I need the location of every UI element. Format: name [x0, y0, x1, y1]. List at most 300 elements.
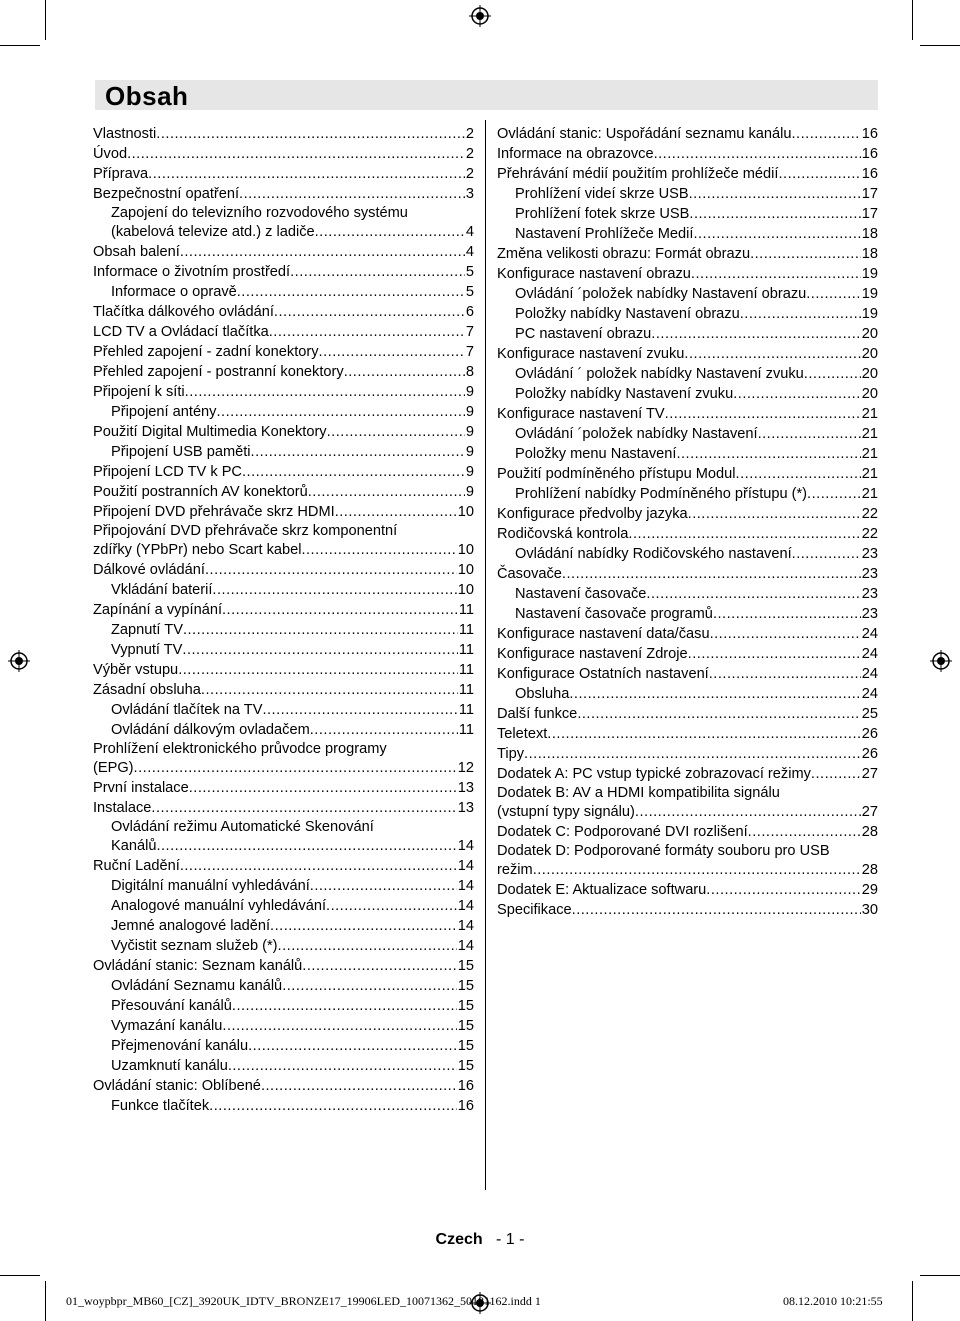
toc-entry[interactable] [497, 504, 878, 524]
toc-entry-page: 24 [861, 626, 878, 642]
toc-entry-title: Informace o opravě [111, 284, 237, 300]
dot-leader [242, 462, 465, 482]
toc-entry[interactable] [93, 422, 474, 442]
dot-leader [326, 896, 457, 916]
toc-entry-title: Konfigurace Ostatních nastavení [497, 666, 709, 682]
toc-entry-page: 27 [861, 804, 878, 820]
dot-leader [344, 362, 465, 382]
toc-entry-page: 29 [861, 882, 878, 898]
toc-entry[interactable] [497, 244, 878, 264]
dot-leader [134, 758, 457, 778]
toc-entry-page: 21 [861, 426, 878, 442]
toc-entry-page: 10 [457, 504, 474, 520]
dot-leader [646, 584, 860, 604]
toc-entry[interactable] [93, 302, 474, 322]
toc-entry[interactable] [497, 484, 878, 504]
toc-entry-page: 20 [861, 326, 878, 342]
toc-entry[interactable] [497, 900, 878, 920]
dot-leader [676, 444, 860, 464]
toc-entry[interactable] [497, 364, 878, 384]
dot-leader [327, 422, 465, 442]
toc-entry-title: Položky nabídky Nastavení zvuku [515, 386, 734, 402]
toc-entry-title: Zásadní obsluha [93, 682, 201, 698]
toc-entry-title: Přejmenování kanálu [111, 1038, 249, 1054]
toc-entry[interactable] [93, 660, 474, 680]
dot-leader [222, 1016, 456, 1036]
toc-entry[interactable] [93, 798, 474, 818]
toc-entry-title: Zapínání a vypínání [93, 602, 222, 618]
toc-entry-page: 16 [861, 126, 878, 142]
toc-entry[interactable] [497, 284, 878, 304]
toc-entry[interactable] [497, 324, 878, 344]
toc-entry[interactable] [93, 740, 474, 778]
toc-entry-page: 24 [861, 646, 878, 662]
toc-entry[interactable] [497, 724, 878, 744]
toc-entry-page: 15 [457, 978, 474, 994]
toc-entry-page: 11 [458, 702, 474, 718]
dot-leader [806, 284, 861, 304]
toc-entry-page: 15 [457, 1058, 474, 1074]
toc-entry-title: (kabelová televize atd.) z ladiče [111, 224, 315, 240]
toc-entry-page: 22 [861, 506, 878, 522]
toc-entry-title: Ovládání Seznamu kanálů [111, 978, 283, 994]
toc-entry-title: Položky menu Nastavení [515, 446, 677, 462]
dot-leader [269, 322, 465, 342]
toc-entry[interactable] [497, 604, 878, 624]
toc-entry[interactable] [497, 404, 878, 424]
toc-entry-page: 11 [458, 642, 474, 658]
dot-leader [750, 244, 861, 264]
dot-leader [182, 640, 457, 660]
toc-entry-page: 16 [457, 1078, 474, 1094]
toc-entry-title: Použití postranních AV konektorů [93, 484, 308, 500]
toc-entry-title: Výběr vstupu [93, 662, 179, 678]
registration-mark-icon [8, 650, 30, 672]
toc-entry[interactable] [497, 880, 878, 900]
toc-entry-title: Kanálů [111, 838, 157, 854]
dot-leader [212, 580, 456, 600]
toc-entry[interactable] [93, 778, 474, 798]
toc-entry-page: 15 [457, 1038, 474, 1054]
toc-entry-page: 25 [861, 706, 878, 722]
dot-leader [216, 402, 464, 422]
toc-entry[interactable] [497, 264, 878, 284]
dot-leader [804, 364, 861, 384]
toc-entry[interactable] [497, 144, 878, 164]
toc-entry-title: Konfigurace nastavení Zdroje [497, 646, 688, 662]
page-title: Obsah [105, 81, 189, 111]
toc-entry-title: Přehled zapojení - postranní konektory [93, 364, 344, 380]
dot-leader [706, 880, 860, 900]
toc-entry[interactable] [497, 424, 878, 444]
toc-entry[interactable] [497, 464, 878, 484]
toc-entry-title: Použití Digital Multimedia Konektory [93, 424, 327, 440]
toc-entry-page: 24 [861, 686, 878, 702]
dot-leader [209, 1096, 457, 1116]
dot-leader [693, 224, 860, 244]
toc-entry-page: 24 [861, 666, 878, 682]
toc-entry-page: 26 [861, 726, 878, 742]
toc-entry-title: Analogové manuální vyhledávání [111, 898, 327, 914]
toc-entry-page: 6 [465, 304, 474, 320]
toc-entry-title: zdířky (YPbPr) nebo Scart kabel [93, 542, 302, 558]
toc-entry-page: 9 [465, 444, 474, 460]
toc-entry[interactable] [93, 144, 474, 164]
toc-entry[interactable] [93, 362, 474, 382]
toc-entry[interactable] [497, 664, 878, 684]
toc-entry[interactable] [497, 564, 878, 584]
toc-entry-page: 2 [465, 146, 474, 162]
dot-leader [308, 482, 465, 502]
dot-leader [691, 264, 861, 284]
toc-entry[interactable] [497, 224, 878, 244]
dot-leader [533, 860, 861, 880]
toc-entry-page: 11 [458, 722, 474, 738]
dot-leader [185, 382, 465, 402]
toc-entry-page: 26 [861, 746, 878, 762]
dot-leader [572, 900, 861, 920]
toc-entry[interactable] [93, 680, 474, 700]
dot-leader [688, 644, 861, 664]
toc-entry-title: Informace o životním prostředí [93, 264, 291, 280]
toc-entry[interactable] [93, 262, 474, 282]
toc-entry-page: 14 [457, 878, 474, 894]
toc-entry[interactable] [93, 640, 474, 660]
toc-entry-page: 9 [465, 424, 474, 440]
toc-entry[interactable] [93, 936, 474, 956]
toc-entry-page: 19 [861, 266, 878, 282]
toc-entry-page: 3 [465, 186, 474, 202]
toc-entry-title: PC nastavení obrazu [515, 326, 652, 342]
toc-entry-title: Specifikace [497, 902, 572, 918]
dot-leader [733, 384, 861, 404]
toc-entry-page: 10 [457, 582, 474, 598]
dot-leader [709, 664, 861, 684]
toc-entry[interactable] [497, 204, 878, 224]
dot-leader [736, 464, 861, 484]
dot-leader [232, 996, 457, 1016]
dot-leader [156, 124, 465, 144]
toc-entry[interactable] [497, 544, 878, 564]
dot-leader [689, 204, 860, 224]
toc-entry-page: 5 [465, 264, 474, 280]
dot-leader [180, 242, 465, 262]
dot-leader [651, 324, 860, 344]
toc-entry-title: Instalace [93, 800, 152, 816]
toc-entry-page: 30 [861, 902, 878, 918]
toc-entry[interactable] [497, 784, 878, 822]
toc-entry[interactable] [93, 1076, 474, 1096]
dot-leader [524, 744, 861, 764]
dot-leader [792, 544, 861, 564]
footer-language: Czech [435, 1231, 483, 1248]
toc-entry-title: Ovládání stanic: Seznam kanálů [93, 958, 303, 974]
toc-entry[interactable] [93, 164, 474, 184]
toc-entry-title: Jemné analogové ladění [111, 918, 271, 934]
toc-entry[interactable] [93, 856, 474, 876]
dot-leader [569, 684, 860, 704]
toc-entry[interactable] [93, 124, 474, 144]
toc-entry-title: Přehled zapojení - zadní konektory [93, 344, 319, 360]
toc-entry-page: 28 [861, 824, 878, 840]
page-footer [0, 1231, 960, 1249]
toc-entry[interactable] [497, 304, 878, 324]
dot-leader [301, 540, 456, 560]
toc-entry[interactable] [93, 896, 474, 916]
dot-leader [791, 124, 860, 144]
toc-entry[interactable] [93, 956, 474, 976]
toc-entry-page: 9 [465, 384, 474, 400]
toc-entry-title: Vyčistit seznam služeb (*) [111, 938, 278, 954]
toc-entry-title: Úvod [93, 146, 128, 162]
toc-entry[interactable] [497, 684, 878, 704]
toc-entry-title: Digitální manuální vyhledávání [111, 878, 310, 894]
toc-entry-page: 28 [861, 862, 878, 878]
dot-leader [262, 700, 457, 720]
toc-entry-title: Nastavení Prohlížeče Medií [515, 226, 694, 242]
toc-entry-page: 10 [457, 562, 474, 578]
dot-leader [562, 564, 861, 584]
crop-mark [0, 45, 40, 46]
toc-entry-title: Změna velikosti obrazu: Formát obrazu [497, 246, 751, 262]
toc-entry-title: Konfigurace nastavení data/času [497, 626, 710, 642]
toc-entry[interactable] [93, 818, 474, 856]
toc-entry[interactable] [93, 916, 474, 936]
toc-entry[interactable] [93, 996, 474, 1016]
dot-leader [547, 724, 860, 744]
dot-leader [178, 660, 458, 680]
toc-entry-title: Dodatek E: Aktualizace softwaru [497, 882, 707, 898]
toc-entry[interactable] [497, 822, 878, 842]
toc-entry-page: 20 [861, 386, 878, 402]
toc-entry-page: 21 [861, 406, 878, 422]
dot-leader [302, 956, 456, 976]
dot-leader [628, 524, 860, 544]
toc-entry-page: 9 [465, 404, 474, 420]
toc-entry[interactable] [93, 1056, 474, 1076]
toc-entry[interactable] [93, 442, 474, 462]
toc-entry-title: Dodatek C: Podporované DVI rozlišení [497, 824, 748, 840]
toc-entry-page: 17 [861, 206, 878, 222]
toc-entry-title-line: Dodatek B: AV a HDMI kompatibilita signálu [497, 785, 780, 801]
toc-entry-page: 8 [465, 364, 474, 380]
dot-leader [740, 304, 861, 324]
toc-entry[interactable] [497, 584, 878, 604]
toc-entry-title: (EPG) [93, 760, 134, 776]
toc-entry-page: 11 [458, 662, 474, 678]
dot-leader [710, 624, 861, 644]
toc-entry[interactable] [497, 764, 878, 784]
toc-entry[interactable] [497, 384, 878, 404]
toc-entry-title: Připojení antény [111, 404, 217, 420]
toc-entry-title: Zapnutí TV [111, 622, 183, 638]
crop-mark [0, 1275, 40, 1276]
toc-left-column [93, 124, 474, 1116]
toc-entry-title: Přehrávání médií použitím prohlížeče médií [497, 166, 779, 182]
toc-entry-page: 23 [861, 606, 878, 622]
toc-entry-page: 17 [861, 186, 878, 202]
toc-entry[interactable] [93, 242, 474, 262]
toc-entry[interactable] [93, 720, 474, 740]
toc-entry-page: 16 [457, 1098, 474, 1114]
toc-entry[interactable] [93, 620, 474, 640]
toc-entry-page: 13 [457, 780, 474, 796]
dot-leader [315, 222, 465, 242]
toc-entry-title: Položky nabídky Nastavení obrazu [515, 306, 740, 322]
toc-entry[interactable] [93, 204, 474, 242]
toc-entry-title: Obsluha [515, 686, 570, 702]
toc-entry-title: Příprava [93, 166, 149, 182]
dot-leader [319, 342, 465, 362]
toc-entry[interactable] [93, 700, 474, 720]
toc-entry-title: Časovače [497, 566, 562, 582]
toc-entry[interactable] [93, 482, 474, 502]
toc-entry-page: 16 [861, 146, 878, 162]
toc-entry-page: 11 [458, 682, 474, 698]
column-divider [485, 120, 486, 1190]
toc-entry-title: Informace na obrazovce [497, 146, 654, 162]
toc-entry-page: 14 [457, 858, 474, 874]
dot-leader [282, 976, 457, 996]
dot-leader [577, 704, 860, 724]
toc-entry[interactable] [497, 344, 878, 364]
dot-leader [310, 720, 458, 740]
crop-mark [920, 1275, 960, 1276]
dot-leader [748, 822, 861, 842]
toc-entry[interactable] [93, 560, 474, 580]
toc-entry[interactable] [93, 600, 474, 620]
toc-entry-title-line: Dodatek D: Podporované formáty souboru pro USB [497, 843, 830, 859]
toc-entry-title: Vypnutí TV [111, 642, 183, 658]
toc-entry[interactable] [497, 124, 878, 144]
toc-entry-page: 14 [457, 898, 474, 914]
toc-entry-title: Ovládání tlačítek na TV [111, 702, 263, 718]
toc-entry-page: 4 [465, 244, 474, 260]
toc-entry-page: 10 [457, 542, 474, 558]
dot-leader [151, 798, 456, 818]
dot-leader [758, 424, 861, 444]
toc-entry[interactable] [93, 1016, 474, 1036]
toc-entry[interactable] [93, 184, 474, 204]
toc-entry-page: 20 [861, 346, 878, 362]
toc-entry[interactable] [93, 282, 474, 302]
toc-entry-page: 16 [861, 166, 878, 182]
dot-leader [688, 504, 861, 524]
toc-entry[interactable] [93, 1096, 474, 1116]
toc-entry[interactable] [93, 502, 474, 522]
toc-entry-title: Ovládání ´ položek nabídky Nastavení zvuku [515, 366, 804, 382]
toc-entry-title: Obsah balení [93, 244, 180, 260]
toc-entry-page: 7 [465, 324, 474, 340]
toc-entry-page: 18 [861, 246, 878, 262]
toc-entry[interactable] [497, 524, 878, 544]
toc-entry-title: Prohlížení fotek skrze USB [515, 206, 690, 222]
toc-entry[interactable] [497, 744, 878, 764]
toc-entry-title-line: Připojování DVD přehrávače skrz komponentní [93, 523, 398, 539]
toc-entry[interactable] [497, 704, 878, 724]
toc-entry-page: 15 [457, 958, 474, 974]
toc-entry-title: Ovládání stanic: Uspořádání seznamu kanálu [497, 126, 792, 142]
toc-entry-page: 21 [861, 446, 878, 462]
toc-entry-title: Dálkové ovládání [93, 562, 205, 578]
toc-entry-page: 2 [465, 126, 474, 142]
toc-entry-title: Prohlížení videí skrze USB [515, 186, 689, 202]
toc-entry-page: 9 [465, 484, 474, 500]
dot-leader [201, 680, 458, 700]
toc-entry[interactable] [497, 184, 878, 204]
toc-entry-title: Konfigurace předvolby jazyka [497, 506, 688, 522]
toc-entry[interactable] [93, 402, 474, 422]
print-slug-file: 01_woypbpr_MB60_[CZ]_3920UK_IDTV_BRONZE17_19906LED_10071362_50181162.indd 1 [66, 1294, 541, 1308]
toc-entry[interactable] [93, 322, 474, 342]
toc-entry-page: 23 [861, 546, 878, 562]
toc-entry[interactable] [497, 164, 878, 184]
dot-leader [127, 144, 465, 164]
toc-entry-page: 20 [861, 366, 878, 382]
footer-page-number: - 1 - [496, 1231, 525, 1248]
dot-leader [239, 184, 465, 204]
toc-entry-title: Bezpečnostní opatření [93, 186, 240, 202]
toc-entry[interactable] [93, 1036, 474, 1056]
toc-entry-page: 15 [457, 998, 474, 1014]
toc-entry[interactable] [93, 522, 474, 560]
toc-entry-title: Připojení USB paměti [111, 444, 251, 460]
dot-leader [156, 836, 456, 856]
toc-entry-title: Ruční Ladění [93, 858, 180, 874]
toc-entry-page: 15 [457, 1018, 474, 1034]
toc-entry-page: 19 [861, 306, 878, 322]
toc-entry-title: Vymazání kanálu [111, 1018, 223, 1034]
dot-leader [148, 164, 465, 184]
registration-mark-icon [469, 5, 491, 27]
crop-mark [45, 1281, 46, 1321]
dot-leader [205, 560, 457, 580]
toc-entry[interactable] [93, 580, 474, 600]
toc-entry[interactable] [497, 624, 878, 644]
toc-entry[interactable] [497, 444, 878, 464]
registration-mark-icon [930, 650, 952, 672]
dot-leader [274, 302, 465, 322]
toc-entry[interactable] [497, 644, 878, 664]
toc-entry-title: Teletext [497, 726, 548, 742]
toc-entry-title: Přesouvání kanálů [111, 998, 232, 1014]
toc-entry[interactable] [93, 462, 474, 482]
toc-entry[interactable] [93, 876, 474, 896]
toc-entry-page: 14 [457, 838, 474, 854]
toc-entry-page: 22 [861, 526, 878, 542]
toc-entry-title: Vkládání baterií [111, 582, 213, 598]
dot-leader [635, 802, 861, 822]
toc-entry-page: 14 [457, 918, 474, 934]
crop-mark [920, 45, 960, 46]
crop-mark [912, 1281, 913, 1321]
toc-entry-page: 11 [458, 602, 474, 618]
toc-entry-title: Použití podmíněného přístupu Modul [497, 466, 736, 482]
toc-right-column [497, 124, 878, 920]
dot-leader [807, 484, 861, 504]
dot-leader [278, 936, 457, 956]
toc-entry[interactable] [497, 842, 878, 880]
toc-entry-title: Ovládání ´položek nabídky Nastavení obrazu [515, 286, 807, 302]
toc-entry-title: Prohlížení nabídky Podmíněného přístupu (*) [515, 486, 808, 502]
toc-entry-title: Rodičovská kontrola [497, 526, 629, 542]
toc-entry-title: Nastavení časovače [515, 586, 647, 602]
toc-entry[interactable] [93, 382, 474, 402]
toc-entry-title: Konfigurace nastavení obrazu [497, 266, 691, 282]
toc-entry[interactable] [93, 342, 474, 362]
toc-entry[interactable] [93, 976, 474, 996]
toc-entry-title: Připojení DVD přehrávače skrz HDMI [93, 504, 335, 520]
